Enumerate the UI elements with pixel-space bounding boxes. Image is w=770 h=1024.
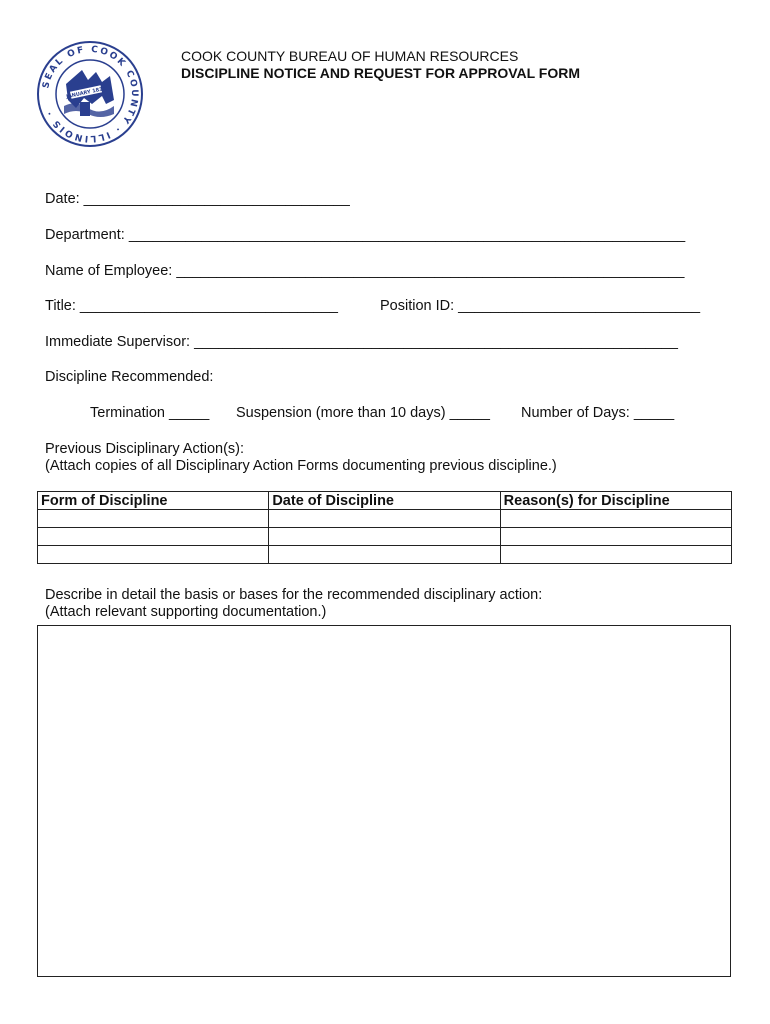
position-id-field[interactable]: Position ID: ______________________________ [380, 298, 701, 314]
table-cell[interactable] [269, 528, 500, 546]
table-header-row [38, 492, 732, 510]
table-row [38, 546, 732, 564]
previous-discipline-table-wrap [37, 491, 732, 564]
table-cell[interactable] [500, 510, 731, 528]
describe-basis-note: (Attach relevant supporting documentation.) [45, 604, 327, 620]
svg-text:SEAL OF COOK COUNTY · ILLINOIS: SEAL OF COOK COUNTY · ILLINOIS · [41, 44, 140, 144]
number-of-days-field[interactable]: Number of Days: _____ [521, 405, 675, 421]
table-cell[interactable] [38, 510, 269, 528]
form-title: DISCIPLINE NOTICE AND REQUEST FOR APPROVAL FORM [181, 65, 581, 81]
disciplinary-basis-textarea[interactable] [37, 625, 731, 977]
describe-basis-heading: Describe in detail the basis or bases for the recommended disciplinary action: [45, 587, 543, 603]
department-name: COOK COUNTY BUREAU OF HUMAN RESOURCES [181, 48, 519, 64]
svg-text:JANUARY 1831: JANUARY 1831 [65, 85, 107, 101]
table-cell[interactable] [500, 546, 731, 564]
table-cell[interactable] [38, 528, 269, 546]
table-cell[interactable] [38, 546, 269, 564]
cook-county-seal-logo [36, 40, 144, 148]
employee-name-field[interactable]: Name of Employee: _______________________________________________________________ [45, 263, 685, 279]
table-cell[interactable] [269, 546, 500, 564]
header-date-of-discipline: Date of Discipline [269, 492, 500, 510]
immediate-supervisor-field[interactable]: Immediate Supervisor: ____________________________________________________________ [45, 334, 678, 350]
previous-action-heading: Previous Disciplinary Action(s): [45, 441, 245, 457]
table-row [38, 528, 732, 546]
table-cell[interactable] [269, 510, 500, 528]
table-cell[interactable] [500, 528, 731, 546]
title-field[interactable]: Title: ________________________________ [45, 298, 338, 314]
previous-action-note: (Attach copies of all Disciplinary Action Forms documenting previous discipline.) [45, 458, 557, 474]
table-row [38, 510, 732, 528]
header-form-of-discipline: Form of Discipline [38, 492, 269, 510]
discipline-recommended-label: Discipline Recommended: [45, 369, 214, 385]
form-header [181, 48, 580, 82]
department-field[interactable]: Department: _____________________________________________________________________ [45, 227, 686, 243]
termination-field[interactable]: Termination _____ [90, 405, 210, 421]
header-reasons-for-discipline: Reason(s) for Discipline [500, 492, 731, 510]
suspension-field[interactable]: Suspension (more than 10 days) _____ [236, 405, 490, 421]
date-field[interactable]: Date: _________________________________ [45, 191, 350, 207]
previous-discipline-table [37, 491, 732, 564]
